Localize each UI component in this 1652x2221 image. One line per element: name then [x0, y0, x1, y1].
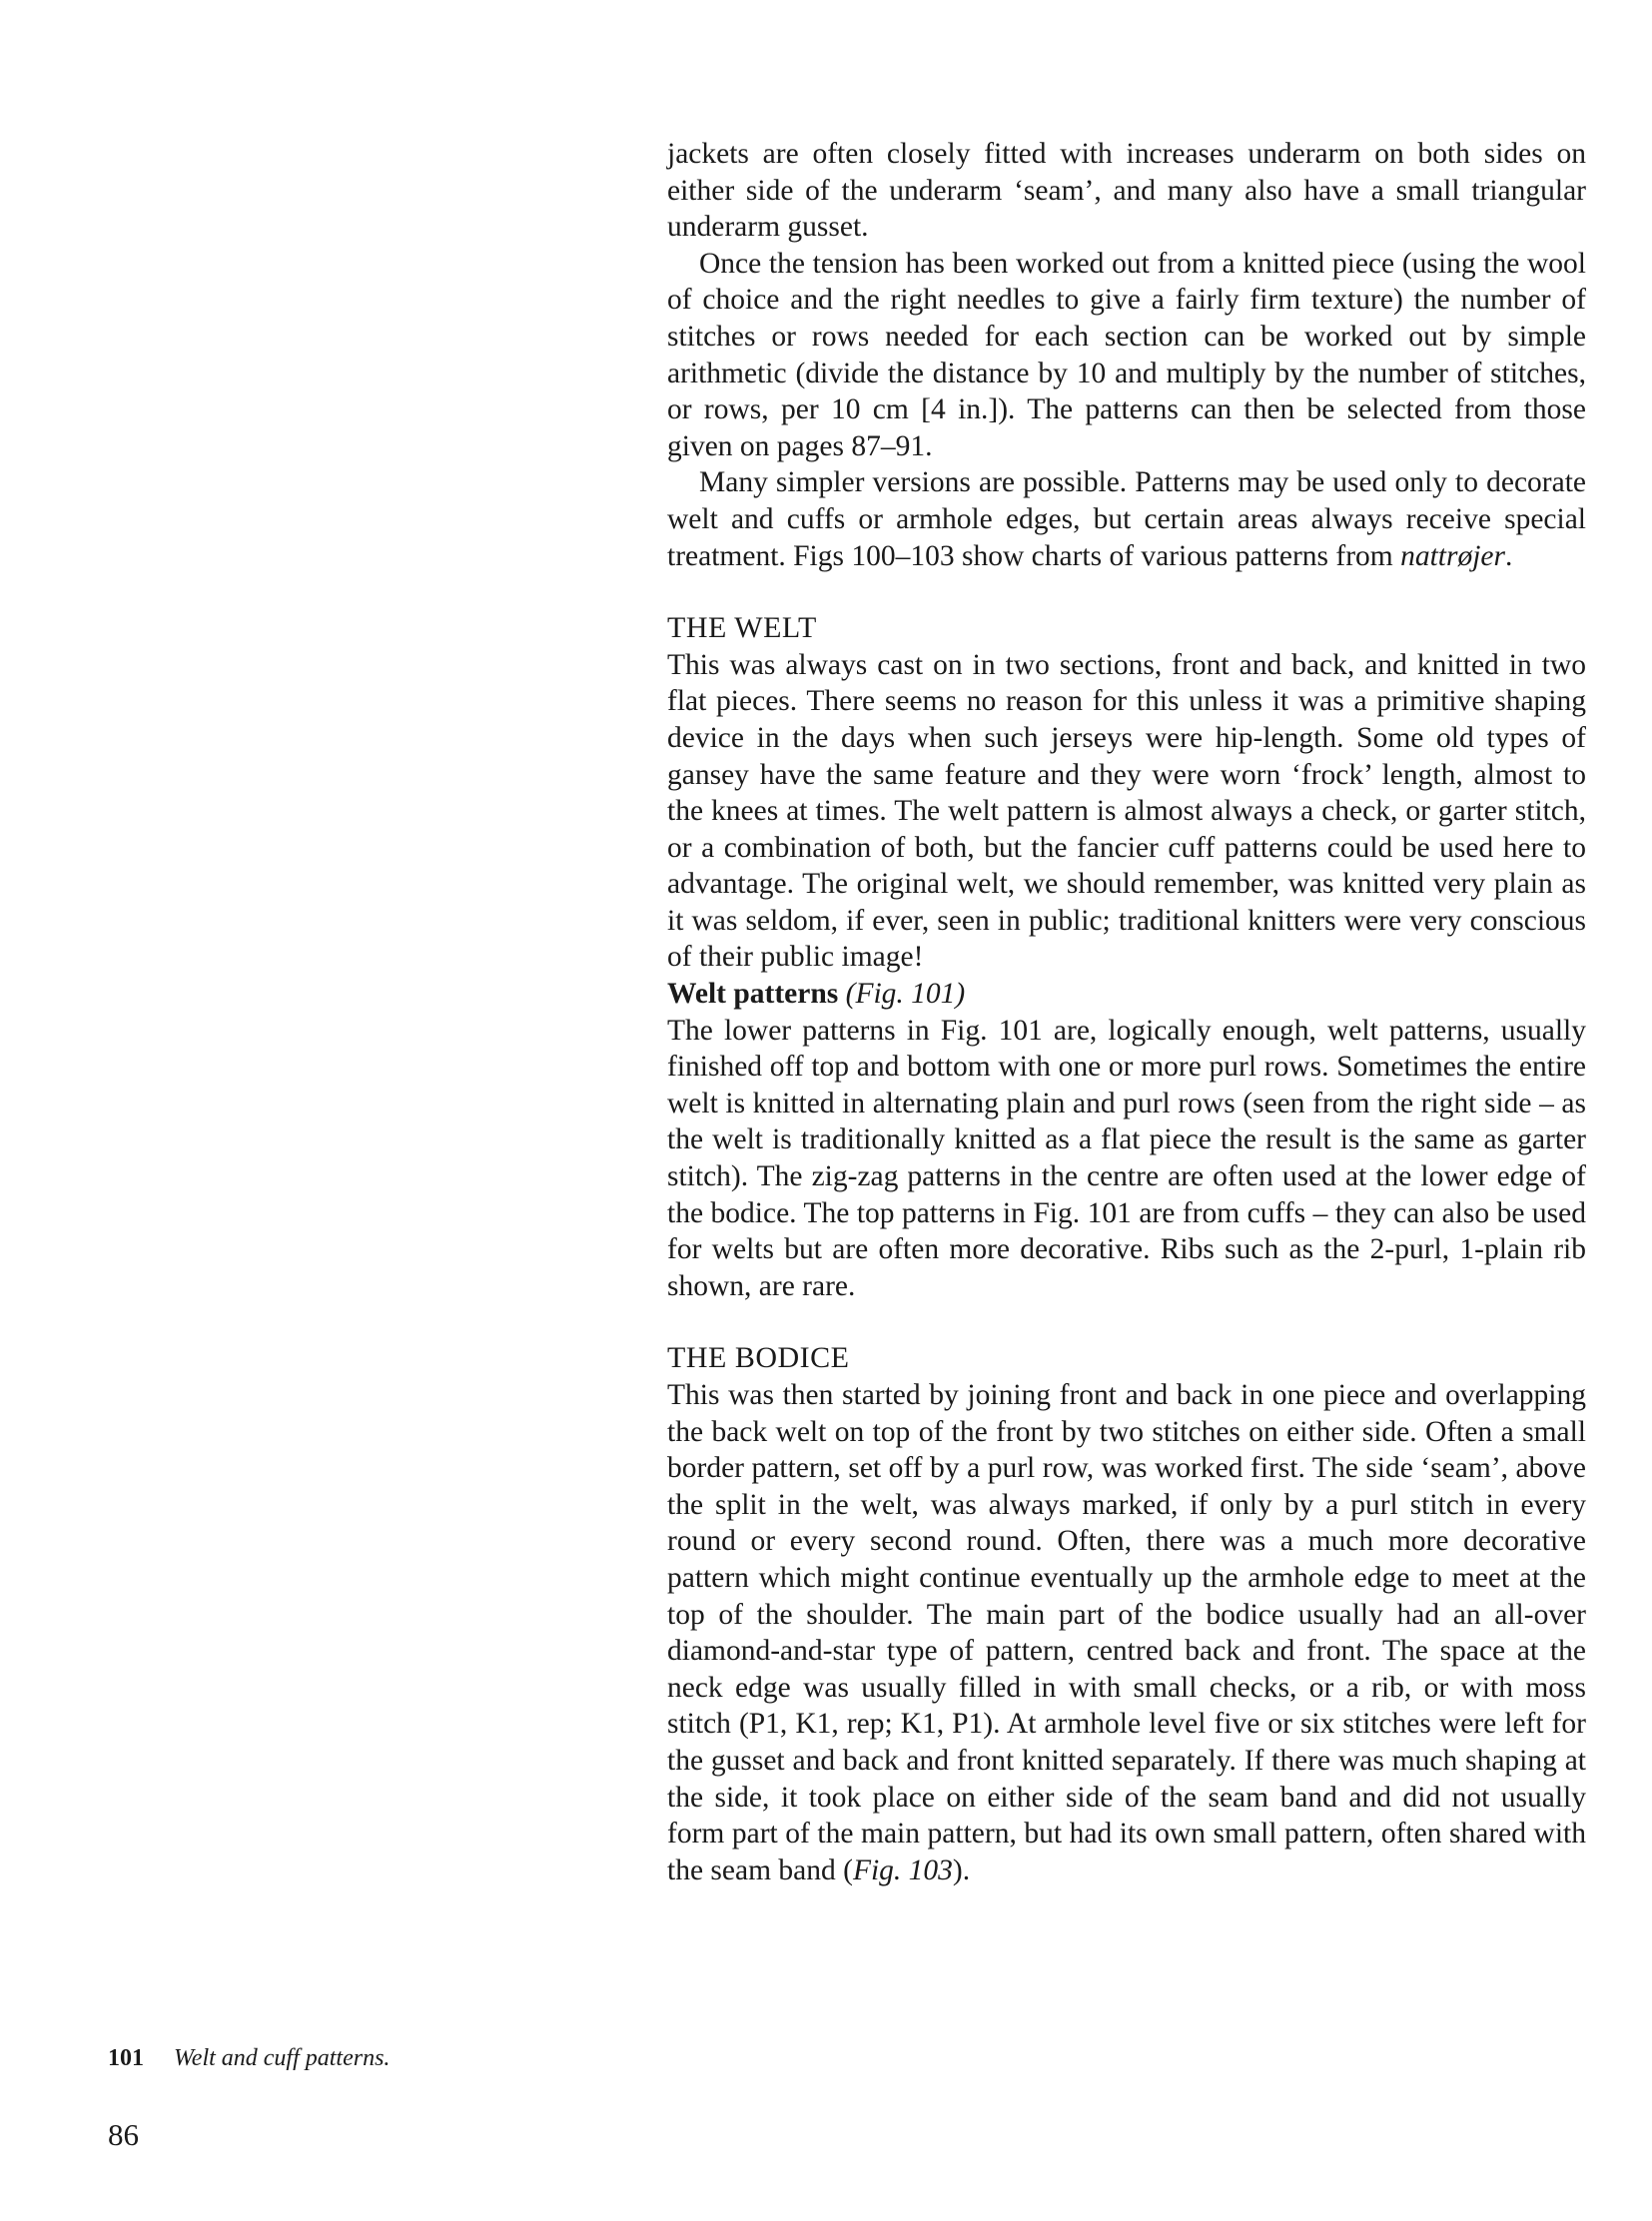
welt-heading: THE WELT: [667, 611, 817, 645]
welt-patterns-paragraph: The lower patterns in Fig. 101 are, logically enough, welt patterns, usually finished off top and bottom with one or more purl rows. Sometimes the entire welt is knitted in alternating plain and purl rows (seen from the right side – as the welt is traditionally knitted as a flat piece the result is the same as garter stitch). The zig-zag patterns in the centre are often used at the lower edge of the bodice. The top patterns in Fig. 101 are from cuffs – they can also be used for welts but are often more decorative. Ribs such as the 2-purl, 1-plain rib shown, are rare.: [667, 1014, 1586, 1302]
welt-patterns-subheading: [667, 976, 1586, 1013]
intro-paragraph-2: Once the tension has been worked out from a knitted piece (using the wool of choice and the right needles to give a fairly firm texture) the number of stitches or rows needed for each section can be worked out by simple arithmetic (divide the distance by 10 and multiply by the number of stitches, or rows, per 10 cm [4 in.]). The patterns can then be selected from those given on pages 87–91.: [667, 247, 1586, 462]
nattrojer-term: nattrøjer: [1400, 539, 1505, 572]
bodice-paragraph-text: This was then started by joining front and back in one piece and overlapping the back welt on top of the front by two stitches on either side. Often a small border pattern, set off by a purl row, was worked first. The side ‘seam’, above the split in the welt, was always marked, if only by a purl stitch in every round or every second round. Often, there was a much more decorative pattern which might continue eventually up the armhole edge to meet at the top of the shoulder. The main part of the bodice usually had an all-over diamond-and-star type of pattern, centred back and front. The space at the neck edge was usually filled in with small checks, or a rib, or with moss stitch (P1, K1, rep; K1, P1). At armhole level five or six stitches were left for the gusset and back and front knitted separately. If there was much shaping at the side, it took place on either side of the seam band and did not usually form part of the main pattern, but had its own small pattern, often shared with the seam band (: [667, 1379, 1586, 1886]
page-number: 86: [108, 2117, 139, 2152]
welt-paragraph: This was always cast on in two sections, front and back, and knitted in two flat pieces. There seems no reason for this unless it was a primitive shaping device in the days when such jerseys were hip-length. Some old types of gansey have the same feature and they were worn ‘frock’ length, almost to the knees at times. The welt pattern is almost always a check, or garter stitch, or a combination of both, but the fancier cuff patterns could be used here to advantage. The original welt, we should remember, was knitted very plain as it was seldom, if ever, seen in public; traditional knitters were very conscious of their public image!: [667, 648, 1586, 974]
bodice-paragraph-end: ).: [952, 1853, 971, 1886]
bodice-paragraph: [667, 1377, 1586, 1888]
main-text-column: [667, 136, 1586, 1888]
welt-patterns-title: Welt patterns: [667, 978, 839, 1011]
intro-paragraph-3: [667, 464, 1586, 574]
figure-caption-text: Welt and cuff patterns.: [174, 2045, 391, 2071]
bodice-fig-ref: Fig. 103: [852, 1853, 953, 1886]
figure-number: 101: [108, 2045, 144, 2071]
welt-patterns-fig-ref: (Fig. 101): [845, 978, 966, 1011]
intro-paragraph-3-text: Many simpler versions are possible. Patterns may be used only to decorate welt and cuffs or armhole edges, but certain areas always receive special treatment. Figs 100–103 show charts of various patterns from: [667, 466, 1586, 572]
figure-caption: [108, 2043, 390, 2073]
intro-paragraph-3-end: .: [1505, 539, 1513, 572]
bodice-heading: THE BODICE: [667, 1341, 850, 1375]
intro-paragraph-1: jackets are often closely fitted with increases underarm on both sides on either side of the underarm ‘seam’, and many also have a small triangular underarm gusset.: [667, 138, 1586, 244]
